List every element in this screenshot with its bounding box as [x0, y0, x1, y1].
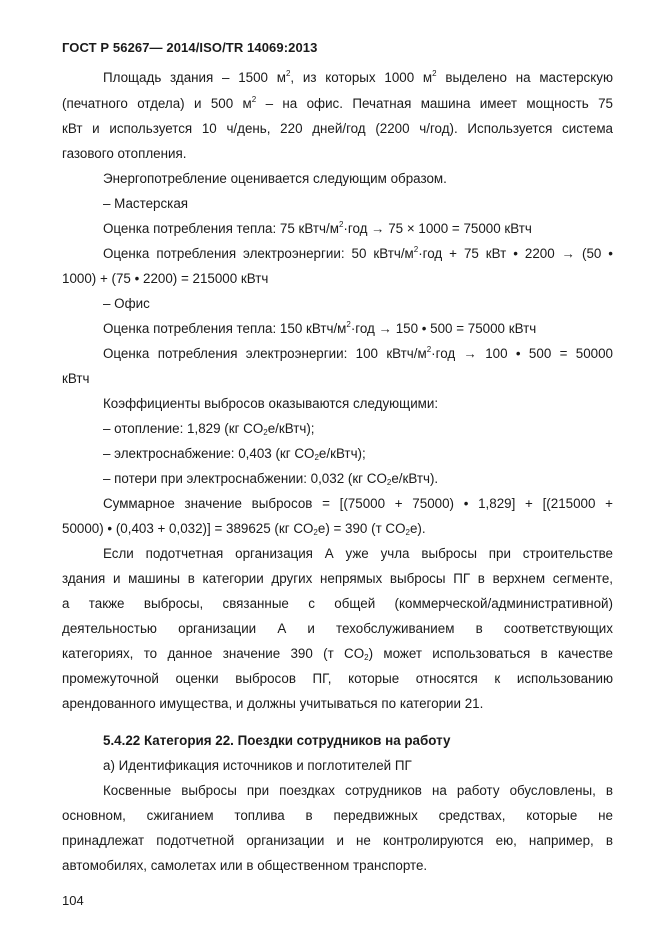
paragraph-line: арендованного имущества, и должны учитываться по категории 21. — [62, 696, 484, 711]
paragraph-line: 50000) • (0,403 + 0,032)] = 389625 (кг $CO_2е) = 390$ (т $CO_2е$). — [62, 521, 426, 537]
paragraph-line: Если подотчетная организация А уже учла выбросы при строительстве — [103, 546, 613, 561]
paragraph-line: кВт и используется 10 ч/день, 220 дней/год (2200 ч/год). Используется система — [62, 121, 613, 136]
paragraph-line: Суммарное значение выбросов = [(75000 + 75000) • 1,829] + [(215000 + — [103, 496, 613, 511]
paragraph-line: Энергопотребление оценивается следующим образом. — [103, 171, 447, 186]
paragraph-line: категориях, то данное значение 390 (т $CO_2$) может использоваться в качестве — [62, 646, 613, 662]
workshop-electricity-estimate: Оценка потребления электроэнергии: 50 кВтч/$м^2\cdot год + 75$ кВт • 2200 → (50 • — [103, 246, 613, 261]
paragraph-line: кВтч — [62, 371, 90, 386]
list-item: – электроснабжение: 0,403 (кг $CO_2е/кВтч$); — [103, 446, 366, 462]
page-number: 104 — [62, 893, 84, 908]
section-heading: 5.4.22 Категория 22. Поездки сотрудников на работу — [103, 733, 451, 748]
office-electricity-estimate: Оценка потребления электроэнергии: 100 кВтч/$м^2\cdot год \to 100$ • 500 = 50000 — [103, 346, 613, 361]
paragraph-line: Площадь здания – 1500 $м^2$, из которых 1000 $м^2$ выделено на мастерскую — [103, 70, 613, 85]
paragraph-line: автомобилях, самолетах или в общественном транспорте. — [62, 858, 428, 873]
paragraph-line: Коэффициенты выбросов оказываются следующими: — [103, 396, 439, 411]
paragraph-line: (печатного отдела) и 500 $м^2$ – на офис. Печатная машина имеет мощность 75 — [62, 96, 613, 111]
paragraph-line: газового отопления. — [62, 146, 187, 161]
paragraph-line: а также выбросы, связанные с общей (коммерческой/административной) — [62, 596, 613, 611]
paragraph-line: здания и машины в категории других непрямых выбросы ПГ в верхнем сегменте, — [62, 571, 613, 586]
list-item: – отопление: 1,829 (кг $CO_2е/кВтч$); — [103, 421, 315, 437]
paragraph-line: принадлежат подотчетной организации и не контролируются ею, например, в — [62, 833, 613, 848]
document-header: ГОСТ Р 56267— 2014/ISO/TR 14069:2013 — [62, 40, 318, 55]
paragraph-line: Косвенные выбросы при поездках сотрудников на работу обусловлены, в — [103, 783, 613, 798]
list-item-workshop: – Мастерская — [103, 196, 189, 211]
workshop-heat-estimate: Оценка потребления тепла: 75 кВтч/$м^2\cdot год \to 75 \times 1000 = 75000$ кВтч — [103, 220, 532, 236]
paragraph-line: 1000) + (75 • 2200) = 215000 кВтч — [62, 271, 269, 286]
subsection-heading: а) Идентификация источников и поглотителей ПГ — [103, 758, 412, 773]
paragraph-line: деятельностью организации А и техобслуживанием в соответствующих — [62, 621, 613, 636]
list-item-office: – Офис — [103, 296, 150, 311]
paragraph-line: основном, сжиганием топлива в передвижных средствах, которые не — [62, 808, 613, 823]
paragraph-line: промежуточной оценки выбросов ПГ, которые относятся к использованию — [62, 671, 613, 686]
list-item: – потери при электроснабжении: 0,032 (кг $CO_2е/кВтч$). — [103, 471, 439, 487]
office-heat-estimate: Оценка потребления тепла: 150 кВтч/$м^2\cdot год \to 150$ • 500 = 75000 кВтч — [103, 320, 537, 336]
